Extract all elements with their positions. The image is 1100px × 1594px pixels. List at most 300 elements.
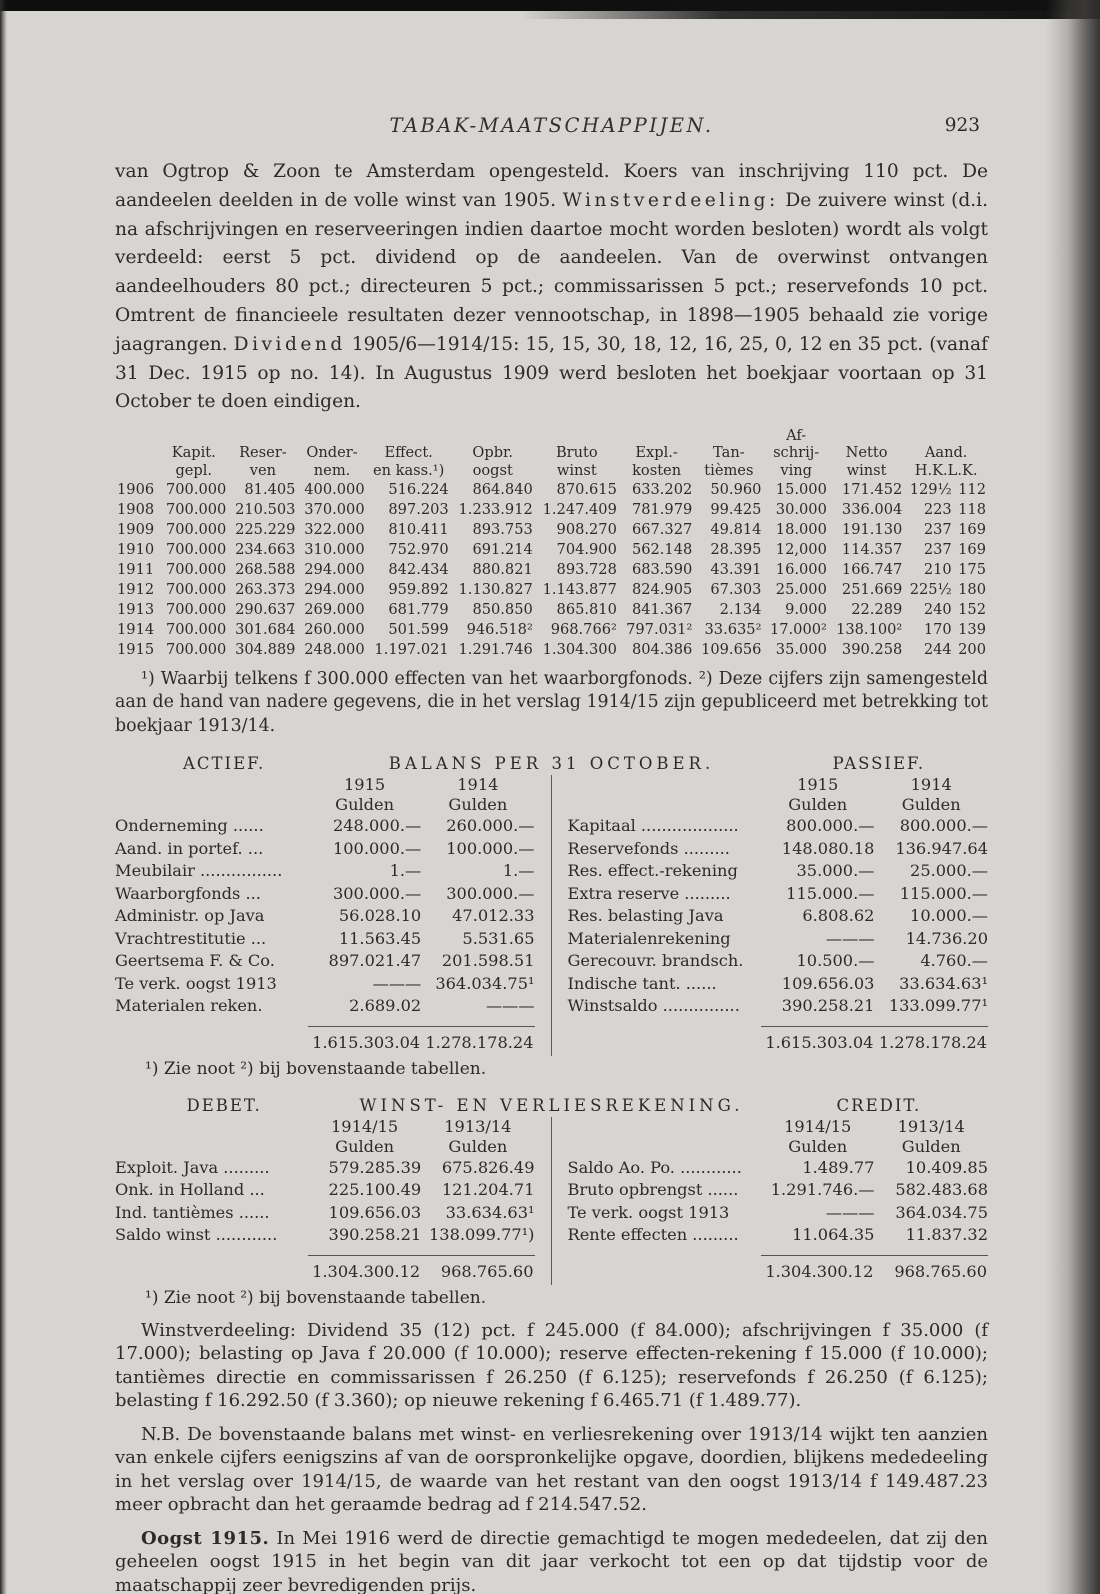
table-row [568, 1202, 989, 1225]
table-cell: 1909 [117, 521, 155, 539]
table-cell: 1.143.877 [542, 581, 617, 599]
debet-table-body [115, 1157, 535, 1256]
stats-table-header [115, 427, 988, 480]
table-cell: 824.905 [631, 581, 693, 599]
table-cell: 2.134 [719, 601, 762, 619]
actief-table [115, 775, 535, 1056]
stats-header-winst-1: winst [556, 462, 597, 480]
table-cell: 237 [923, 521, 952, 539]
table-cell: Waarborgfonds ... [115, 883, 261, 903]
table-cell: ——— [372, 973, 422, 993]
table-cell: 10.500.— [796, 951, 875, 971]
table-cell: 864.840 [472, 481, 533, 499]
credit-year-1: 1914/15 [784, 1116, 852, 1136]
table-cell: Materialenrekening [567, 928, 731, 948]
table-row [115, 928, 535, 951]
credit-total-1: 1.304.300.12 [761, 1255, 875, 1285]
table-cell: 804.386 [631, 641, 693, 659]
table-cell: 1915 [117, 641, 155, 659]
table-cell: 169 [958, 541, 986, 559]
table-cell: 115.000.— [899, 883, 988, 903]
table-row [568, 883, 989, 906]
wv-note: ¹) Zie noot ²) bij bovenstaande tabellen. [145, 1287, 487, 1308]
debet-table [115, 1117, 535, 1285]
table-cell: 248.000 [304, 641, 365, 659]
page-header [115, 114, 988, 144]
table-cell: Materialen reken. [115, 996, 263, 1016]
table-cell: 15.000 [775, 481, 827, 499]
table-row [115, 560, 988, 580]
credit-total-row [568, 1255, 989, 1285]
debet-unit-1: Gulden [335, 1136, 395, 1156]
table-cell: 582.483.68 [895, 1180, 988, 1200]
table-cell: Geertsema F. & Co. [115, 951, 275, 971]
table-row [115, 600, 988, 620]
table-cell: Meubilair ................ [115, 861, 283, 881]
table-cell: 700.000 [165, 621, 227, 639]
table-cell: Onderneming ...... [115, 816, 264, 836]
table-cell: 797.031² [626, 621, 693, 639]
table-row [115, 815, 535, 838]
nb-paragraph: N.B. De bovenstaande balans met winst- en verliesrekening over 1913/14 wijkt ten aanzien van enkele cijfers eenigszins af van de oorspronkelijke opgave, doordien, blijkens mededeeling in het verslag over 1914/15, de waarde van het restant van den oogst 1913/14 f 149.487.23 meer opbracht dan het geraamde bedrag ad f 214.547.52. [115, 1423, 988, 1516]
table-cell: 109.656.03 [328, 1202, 422, 1222]
table-cell: 667.327 [631, 521, 693, 539]
table-cell: 237 [923, 541, 952, 559]
debet-unit-2: Gulden [448, 1136, 508, 1156]
page-content [115, 114, 988, 1594]
credit-unit-row [568, 1137, 989, 1157]
table-cell: Vrachtrestitutie ... [115, 928, 267, 948]
table-row [115, 905, 535, 928]
table-cell: 225.229 [235, 521, 296, 539]
balans-note: ¹) Zie noot ²) bij bovenstaande tabellen. [145, 1058, 487, 1079]
passief-unit-row [568, 795, 989, 815]
actief-total-1915: 1.615.303.04 [308, 1026, 421, 1056]
passief-unit-2: Gulden [901, 795, 961, 815]
table-cell: 115.000.— [786, 883, 875, 903]
table-cell: 946.518² [466, 621, 533, 639]
table-cell: 336.004 [841, 501, 903, 519]
table-cell: 112 [958, 481, 986, 499]
table-cell: 49.814 [710, 521, 762, 539]
table-cell: ——— [825, 928, 875, 948]
table-cell: 294.000 [304, 561, 365, 579]
table-row [115, 838, 535, 861]
table-cell: 959.892 [388, 581, 449, 599]
table-row [115, 860, 535, 883]
table-cell: 1914 [117, 621, 155, 639]
table-cell: 675.826.49 [441, 1157, 535, 1177]
table-cell: 700.000 [165, 581, 227, 599]
table-cell: Saldo Ao. Po. ............ [567, 1157, 742, 1177]
table-cell: 171.452 [841, 481, 903, 499]
table-cell: 170 [923, 621, 952, 639]
table-cell: 4.760.— [920, 951, 988, 971]
table-cell: Onk. in Holland ... [115, 1180, 265, 1200]
table-row [568, 838, 989, 861]
table-cell: Res. belasting Java [567, 906, 724, 926]
table-row [568, 860, 989, 883]
oogst-text: In Mei 1916 werd de directie gemachtigd te mogen mededeelen, dat zij den geheelen oogst 1915 in het begin van dit jaar verkocht tot een op dat tijdstip voor de maatschappij zeer bevredigenden prijs. [115, 1527, 988, 1594]
wv-debet-half [115, 1117, 552, 1285]
table-cell: Bruto opbrengst ...... [567, 1180, 739, 1200]
table-cell: 35.000.— [796, 861, 875, 881]
wv-debet-label: DEBET. [186, 1095, 262, 1115]
stats-header-bruto: Bruto [555, 444, 598, 462]
table-cell: 865.810 [556, 601, 617, 619]
table-cell: 364.034.75¹ [435, 973, 535, 993]
debet-year-1: 1914/15 [330, 1116, 399, 1136]
table-cell: 800.000.— [899, 816, 988, 836]
table-row [115, 973, 535, 996]
table-cell: 269.000 [304, 601, 365, 619]
intro-text-3: 1905/6—1914/15: 15, 15, 30, 18, 12, 16, 25, 0, 12 en 35 pct. (vanaf 31 Dec. 1915 op no. 14). In Augustus 1909 werd besloten het boekjaar voortaan op 31 October te doen eindigen. [115, 333, 988, 413]
table-cell: 700.000 [165, 481, 227, 499]
balans-section [115, 754, 988, 1080]
stats-header-oogst: oogst [472, 462, 513, 480]
wv-title: WINST- EN VERLIESREKENING. [359, 1095, 744, 1115]
table-row [115, 500, 988, 520]
table-row [115, 520, 988, 540]
intro-text-1: van Ogtrop & Zoon te Amsterdam opengesteld. Koers van inschrijving 110 pct. De aandeelen deelden in de volle winst van 1905. [115, 161, 988, 211]
stats-header-row-1 [115, 444, 988, 462]
table-cell: 897.203 [388, 501, 449, 519]
table-cell: 225.100.49 [328, 1180, 422, 1200]
actief-unit-1: Gulden [335, 795, 395, 815]
scan-edge-right [1046, 0, 1100, 1594]
passief-year-1914: 1914 [910, 775, 952, 795]
credit-year-2: 1913/14 [897, 1116, 965, 1136]
stats-footnote-1: ¹) Waarbij telkens f 300.000 effecten van het waarborgfonods. [141, 669, 699, 690]
debet-unit-row [115, 1137, 535, 1157]
stats-header-ven: ven [249, 462, 277, 480]
table-cell: Ind. tantièmes ...... [115, 1202, 270, 1222]
passief-total-1914: 1.278.178.24 [874, 1026, 988, 1056]
table-row [115, 540, 988, 560]
intro-dividend-term: Dividend [233, 333, 346, 355]
table-cell: 11.064.35 [792, 1225, 875, 1245]
table-row [115, 480, 988, 500]
table-cell: 370.000 [304, 501, 365, 519]
table-cell: Winstsaldo ............... [567, 996, 740, 1016]
table-cell: 139 [958, 621, 986, 639]
table-cell: 251.669 [841, 581, 903, 599]
table-row [115, 995, 535, 1026]
table-cell: 25.000.— [910, 861, 988, 881]
table-cell: 118 [958, 501, 986, 519]
stats-header-row-2 [115, 462, 988, 480]
table-cell: 17.000² [769, 621, 827, 639]
stats-footnote-2: ²) Deze cijfers zijn samengesteld aan de hand van nadere gegevens, die in het verslag 1914/15 zijn gepubliceerd met betrekking tot boekjaar 1913/14. [115, 669, 988, 736]
table-cell: 10.000.— [910, 906, 988, 926]
table-cell: ——— [825, 1202, 875, 1222]
wv-columns [115, 1117, 988, 1285]
actief-total-1914: 1.278.178.24 [421, 1026, 534, 1056]
debet-total-row [115, 1255, 535, 1285]
table-cell: 225½ [909, 581, 952, 599]
scan-edge-left [0, 0, 7, 1594]
table-cell: 180 [958, 581, 986, 599]
table-cell: Reservefonds ......... [567, 838, 730, 858]
table-cell: 1.489.77 [802, 1157, 875, 1177]
table-row [568, 995, 989, 1026]
table-cell: 33.634.63¹ [899, 973, 988, 993]
table-cell: 400.000 [304, 481, 365, 499]
table-cell: 704.900 [556, 541, 617, 559]
table-cell: 11.837.32 [905, 1225, 988, 1245]
table-cell: 148.080.18 [781, 838, 875, 858]
table-cell: 67.303 [710, 581, 762, 599]
table-cell: 244 [923, 641, 952, 659]
table-cell: 968.766² [550, 621, 617, 639]
stats-header-af: Af- [786, 427, 807, 445]
table-cell: 22.289 [851, 601, 903, 619]
page-number: 923 [944, 115, 980, 136]
table-row [115, 883, 535, 906]
table-cell: 1.— [502, 861, 535, 881]
table-row [568, 973, 989, 996]
table-cell: 81.405 [244, 481, 296, 499]
table-cell: ——— [485, 996, 535, 1016]
table-cell: 700.000 [165, 521, 227, 539]
table-cell: 301.684 [235, 621, 296, 639]
passief-table-body [568, 815, 989, 1026]
table-cell: 12,000 [775, 541, 827, 559]
table-cell: 240 [923, 601, 952, 619]
table-cell: 1.— [389, 861, 422, 881]
table-cell: Exploit. Java ......... [115, 1157, 270, 1177]
table-cell: 1913 [117, 601, 155, 619]
table-cell: 166.747 [841, 561, 903, 579]
credit-total-2: 968.765.60 [874, 1255, 988, 1285]
stats-header-hklk: H.K.L.K. [914, 462, 978, 480]
stats-header-schrij: schrij- [773, 444, 820, 462]
table-cell: 99.425 [710, 501, 762, 519]
table-cell: 2.689.02 [349, 996, 422, 1016]
stats-header-nem: nem. [313, 462, 351, 480]
passief-total-1915: 1.615.303.04 [761, 1026, 875, 1056]
table-cell: 752.970 [388, 541, 449, 559]
stats-header-af-row [115, 427, 988, 444]
table-row [568, 905, 989, 928]
table-cell: 201.598.51 [441, 951, 535, 971]
table-cell: 700.000 [165, 601, 227, 619]
table-cell: 800.000.— [786, 816, 875, 836]
table-cell: 870.615 [556, 481, 617, 499]
table-cell: 33.635² [704, 621, 762, 639]
table-cell: 290.637 [235, 601, 296, 619]
table-cell: 14.736.20 [905, 928, 988, 948]
table-cell: 9.000 [785, 601, 827, 619]
table-cell: 1.291.746.— [770, 1180, 875, 1200]
actief-table-body [115, 815, 535, 1026]
table-cell: 681.779 [388, 601, 449, 619]
table-cell: 390.258.21 [328, 1225, 422, 1245]
table-cell: 908.270 [556, 521, 617, 539]
balans-passief-label: PASSIEF. [832, 754, 926, 774]
intro-text-2: De zuivere winst (d.i. na afschrijvingen en reserveeringen indien daartoe mocht worden besloten) wordt als volgt verdeeld: eerst 5 pct. dividend op de aandeelen. Van de overwinst ontvangen aandeelhouders 80 pct.; directeuren 5 pct.; commissarissen 5 pct.; reservefonds 10 pct. Omtrent de financieele resultaten dezer vennootschap, in 1898—1905 behaald zie vorige jaagrangen. [115, 189, 988, 355]
table-cell: 5.531.65 [462, 928, 535, 948]
balans-title: BALANS PER 31 OCTOBER. [388, 754, 715, 774]
table-cell: 50.960 [710, 481, 762, 499]
oogst-paragraph [115, 1527, 988, 1594]
table-cell: 1.233.912 [458, 501, 533, 519]
table-cell: 263.373 [235, 581, 296, 599]
table-cell: 1910 [117, 541, 155, 559]
winst-verlies-section [115, 1096, 988, 1309]
intro-winstverdeeling-term: Winstverdeeling: [562, 189, 779, 211]
balans-actief-half [115, 775, 552, 1056]
table-row [115, 1224, 535, 1255]
stats-header-opbr: Opbr. [472, 444, 514, 462]
debet-total-2: 968.765.60 [421, 1255, 534, 1285]
table-row [568, 1179, 989, 1202]
table-cell: 1.247.409 [542, 501, 617, 519]
table-cell: 169 [958, 521, 986, 539]
passief-table [568, 775, 989, 1056]
table-cell: 842.434 [388, 561, 449, 579]
table-row [115, 580, 988, 600]
table-cell: 1.291.746 [458, 641, 533, 659]
page-title: TABAK-MAATSCHAPPIJEN. [389, 114, 714, 137]
winstverdeeling-paragraph: Winstverdeeling: Dividend 35 (12) pct. f 245.000 (f 84.000); afschrijvingen f 35.000 (f 17.000); belasting op Java f 20.000 (f 10.000); reserve effecten-rekening f 15.000 (f 10.000); tantièmes directie en commissarissen f 26.250 (f 6.125); reservefonds f 26.250 (f 6.125); belasting f 16.292.50 (f 3.360); op nieuwe rekening f 6.465.71 (f 1.489.77). [115, 1319, 988, 1412]
actief-year-1915: 1915 [343, 775, 386, 795]
table-cell: 56.028.10 [338, 906, 422, 926]
actief-unit-2: Gulden [448, 795, 508, 815]
balans-columns [115, 775, 988, 1056]
wv-credit-label: CREDIT. [836, 1095, 922, 1115]
debet-total-1: 1.304.300.12 [308, 1255, 421, 1285]
table-row [115, 640, 988, 660]
table-cell: 43.391 [710, 561, 762, 579]
table-row [568, 1157, 989, 1180]
passief-total-row [568, 1026, 989, 1056]
table-cell: 109.656 [701, 641, 762, 659]
stats-header-tan: Tan- [713, 444, 745, 462]
table-row [115, 1179, 535, 1202]
table-cell: 683.590 [631, 561, 693, 579]
table-cell: 501.599 [388, 621, 449, 639]
table-cell: 294.000 [304, 581, 365, 599]
table-cell: 880.821 [472, 561, 533, 579]
table-cell: 25.000 [775, 581, 827, 599]
table-cell: 11.563.45 [338, 928, 422, 948]
credit-table [568, 1117, 989, 1285]
stats-header-expl: Expl.- [635, 444, 678, 462]
table-row [568, 928, 989, 951]
credit-table-body [568, 1157, 989, 1256]
stats-footnote [115, 668, 988, 738]
stats-header-winst-2: winst [846, 462, 887, 480]
balans-headline [115, 754, 988, 773]
table-cell: Res. effect.-rekening [567, 861, 738, 881]
table-cell: 100.000.— [332, 838, 422, 858]
table-cell: 30.000 [775, 501, 827, 519]
table-row [115, 620, 988, 640]
actief-year-row [115, 775, 535, 795]
table-cell: 121.204.71 [441, 1180, 535, 1200]
oogst-lead: Oogst 1915. [141, 1527, 270, 1549]
table-cell: Kapitaal ................... [567, 816, 739, 836]
table-cell: 6.808.62 [802, 906, 875, 926]
table-cell: 300.000.— [446, 883, 535, 903]
table-cell: Administr. op Java [115, 906, 265, 926]
table-cell: 1908 [117, 501, 155, 519]
credit-unit-2: Gulden [901, 1136, 961, 1156]
passief-unit-1: Gulden [788, 795, 848, 815]
table-cell: Extra reserve ......... [567, 883, 731, 903]
table-cell: 1911 [117, 561, 155, 579]
table-cell: Te verk. oogst 1913 [567, 1202, 730, 1222]
table-cell: 200 [958, 641, 986, 659]
table-cell: 850.850 [472, 601, 533, 619]
stats-header-netto: Netto [845, 444, 888, 462]
table-cell: 152 [958, 601, 986, 619]
table-cell: 562.148 [631, 541, 693, 559]
table-cell: 310.000 [304, 541, 365, 559]
table-cell: 129½ [909, 481, 952, 499]
table-cell: 304.889 [235, 641, 296, 659]
table-row [568, 1224, 989, 1255]
table-cell: 210.503 [235, 501, 296, 519]
table-cell: 210 [923, 561, 952, 579]
table-cell: 268.588 [235, 561, 296, 579]
table-cell: Saldo winst ............ [115, 1225, 278, 1245]
table-cell: 1.197.021 [374, 641, 449, 659]
table-cell: 810.411 [388, 521, 449, 539]
table-cell: 300.000.— [332, 883, 422, 903]
table-cell: 390.258 [841, 641, 903, 659]
table-cell: 700.000 [165, 501, 227, 519]
table-cell: 691.214 [472, 541, 533, 559]
stats-header-kapit: Kapit. [171, 444, 216, 462]
table-cell: 114.357 [841, 541, 903, 559]
table-row [115, 950, 535, 973]
table-cell: 781.979 [631, 501, 693, 519]
table-cell: 260.000.— [446, 816, 535, 836]
table-cell: 1.130.827 [458, 581, 533, 599]
wv-headline [115, 1096, 988, 1115]
table-cell: 1906 [117, 481, 155, 499]
debet-year-row [115, 1117, 535, 1137]
actief-year-1914: 1914 [457, 775, 499, 795]
table-cell: 223 [923, 501, 952, 519]
table-cell: 10.409.85 [905, 1157, 988, 1177]
table-cell: 28.395 [710, 541, 762, 559]
table-cell: Te verk. oogst 1913 [115, 973, 277, 993]
passief-year-1915: 1915 [797, 775, 839, 795]
table-cell: 841.367 [631, 601, 693, 619]
wv-credit-half [552, 1117, 989, 1285]
actief-unit-row [115, 795, 535, 815]
scan-edge-top-right [520, 0, 1100, 19]
stats-table [115, 427, 988, 660]
table-cell: 234.663 [235, 541, 296, 559]
table-cell: 893.728 [556, 561, 617, 579]
table-cell: Indische tant. ...... [567, 973, 717, 993]
balans-actief-label: ACTIEF. [183, 754, 266, 774]
balans-passief-half [552, 775, 989, 1056]
passief-year-row [568, 775, 989, 795]
stats-table-body [115, 480, 988, 660]
table-row [115, 1157, 535, 1180]
debet-year-2: 1913/14 [444, 1116, 512, 1136]
stats-header-tiemes: tièmes [704, 462, 754, 480]
stats-header-kosten: kosten [632, 462, 682, 480]
stats-header-effect: Effect. [384, 444, 433, 462]
table-cell: 390.258.21 [781, 996, 875, 1016]
table-cell: 322.000 [304, 521, 365, 539]
